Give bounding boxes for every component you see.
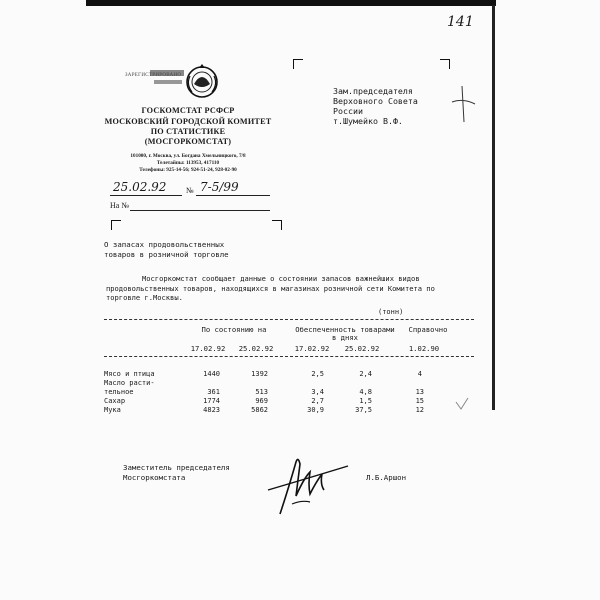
emblem-stamp-text: ЗАРЕГИСТРИРОВАНО: [125, 73, 182, 78]
registration-date: 25.02.92: [113, 180, 167, 194]
org-line-1: ГОСКОМСТАТ РСФСР: [141, 106, 235, 115]
org-line-3: ПО СТАТИСТИКЕ: [150, 127, 226, 136]
table-row-product: тельное: [104, 388, 134, 396]
table-cell: 2,4: [359, 370, 372, 378]
coat-of-arms-icon: [150, 64, 230, 100]
table-row-product: Мука: [104, 406, 121, 414]
date-underline: [110, 195, 182, 196]
table-rule-top: [104, 319, 474, 320]
table-row-product: Сахар: [104, 397, 126, 405]
signature-title-line: Мосгоркомстата: [123, 473, 186, 482]
table-cell: 5862: [251, 406, 268, 414]
date-header: 25.02.92: [238, 344, 274, 353]
scan-edge-top: [86, 0, 496, 6]
addressee-line: Зам.председателя: [333, 86, 413, 96]
addressee-line: России: [333, 106, 363, 116]
addressee-line: Верховного Совета: [333, 96, 418, 106]
table-cell: 2,7: [311, 397, 324, 405]
address-line: 101000, г. Москва, ул. Богдана Хмельницкого, 7/8: [130, 153, 246, 159]
margin-mark-icon: [448, 84, 478, 124]
table-cell: 2,5: [311, 370, 324, 378]
body-paragraph: Мосгоркомстат сообщает данные о состоянии запасов важнейших видов продовольственных товаров, находящихся в магазинах розничной сети Комитета по торговле г.Москвы.: [106, 274, 435, 302]
table-row-product: Масло расти-: [104, 379, 155, 387]
subject-block: [104, 240, 229, 260]
teletype-line: Телетайпы: 113953, 417110: [156, 160, 220, 166]
table-cell: 1774: [203, 397, 220, 405]
table-cell: 3,4: [311, 388, 324, 396]
subject-line: товаров в розничной торговле: [104, 250, 229, 259]
corner-bracket: [272, 220, 282, 230]
org-line-2: МОСКОВСКИЙ ГОРОДСКОЙ КОМИТЕТ: [104, 117, 272, 126]
signature-title: [123, 463, 230, 483]
table-cell: 30,9: [307, 406, 324, 414]
table-cell: 13: [415, 388, 424, 396]
signature-title-line: Заместитель председателя: [123, 463, 230, 472]
date-header: 17.02.92: [190, 344, 226, 353]
table-units: (тонн): [378, 308, 404, 316]
subject-line: О запасах продовольственных: [104, 240, 225, 249]
corner-bracket: [293, 59, 303, 69]
phone-line: Телефоны: 925-14-56; 924-51-24, 928-02-90: [139, 167, 237, 173]
registration-number-label: №: [186, 186, 194, 195]
addressee-line: т.Шумейко В.Ф.: [333, 116, 403, 126]
table-cell: 4823: [203, 406, 220, 414]
table-rule-header: [104, 356, 474, 357]
reply-label: На №: [110, 201, 129, 210]
table-cell: 15: [415, 397, 424, 405]
table-cell: 361: [207, 388, 220, 396]
addressee-block: [333, 86, 418, 126]
scan-edge-right: [492, 5, 495, 410]
table-cell: 1440: [203, 370, 220, 378]
page-number: 141: [447, 14, 474, 30]
number-underline: [196, 195, 270, 196]
table-cell: 969: [255, 397, 268, 405]
check-mark-icon: [454, 396, 470, 412]
date-header: 17.02.92: [294, 344, 330, 353]
table-cell: 4,8: [359, 388, 372, 396]
table-cell: 37,5: [355, 406, 372, 414]
date-header: 1.02.90: [408, 344, 440, 353]
signature-scribble-icon: [262, 450, 352, 520]
org-line-4: (МОСГОРКОМСТАТ): [144, 137, 232, 146]
table-cell: 1392: [251, 370, 268, 378]
header-state: По состоянию на: [201, 325, 267, 334]
emblem: [150, 64, 230, 100]
table-cell: 12: [415, 406, 424, 414]
registration-number: 7-5/99: [200, 180, 239, 194]
corner-bracket: [111, 220, 121, 230]
header-reference: Справочно: [408, 325, 448, 334]
date-header: 25.02.92: [344, 344, 380, 353]
reply-underline: [130, 210, 270, 211]
table-row-product: Мясо и птица: [104, 370, 155, 378]
table-cell: 513: [255, 388, 268, 396]
header-supply: Обеспеченность товарами в днях: [295, 325, 395, 342]
table-cell: 1,5: [359, 397, 372, 405]
signer-name: Л.Б.Аршон: [366, 473, 407, 482]
corner-bracket: [440, 59, 450, 69]
table-cell: 4: [417, 370, 422, 378]
